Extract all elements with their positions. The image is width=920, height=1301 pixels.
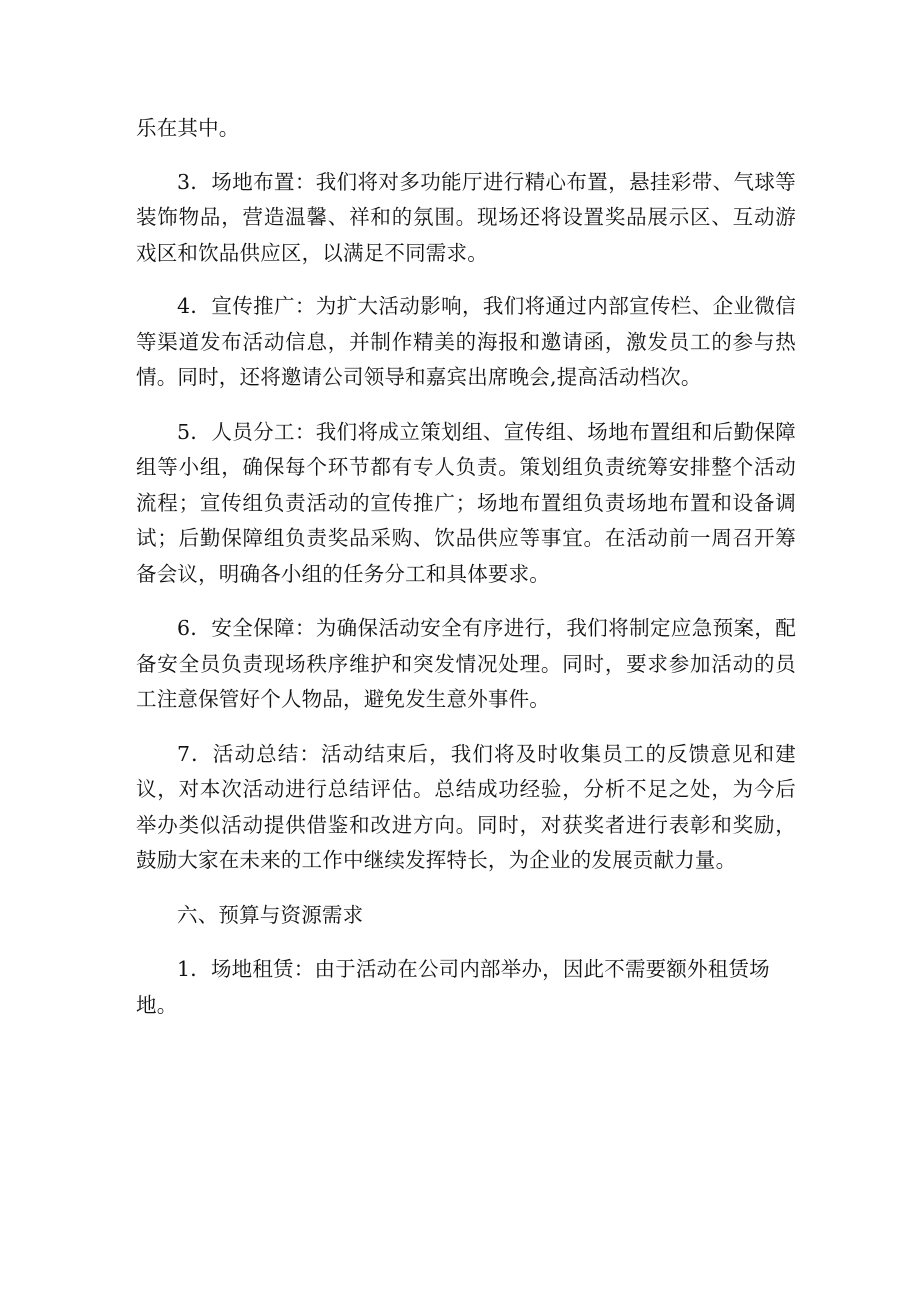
continuation-paragraph: 乐在其中。	[136, 116, 240, 140]
item-4-paragraph: 4．宣传推广：为扩大活动影响，我们将通过内部宣传栏、企业微信等渠道发布活动信息，并制作精美的海报和邀请函，激发员工的参与热情。同时，还将邀请公司领导和嘉宾出席晚会,提高活动档次。	[136, 294, 796, 389]
item-6-paragraph: 6．安全保障：为确保活动安全有序进行，我们将制定应急预案，配备安全员负责现场秩序维护和突发情况处理。同时，要求参加活动的员工注意保管好个人物品，避免发生意外事件。	[136, 616, 796, 711]
document-body	[136, 111, 796, 1023]
budget-item-1-paragraph: 1．场地租赁：由于活动在公司内部举办，因此不需要额外租赁场地。	[136, 957, 770, 1017]
section-heading-budget: 六、预算与资源需求	[177, 902, 364, 927]
item-3-paragraph: 3．场地布置：我们将对多功能厅进行精心布置，悬挂彩带、气球等装饰物品，营造温馨、祥和的氛围。现场还将设置奖品展示区、互动游戏区和饮品供应区，以满足不同需求。	[136, 169, 796, 265]
item-7-paragraph: 7．活动总结：活动结束后，我们将及时收集员工的反馈意见和建议，对本次活动进行总结评估。总结成功经验，分析不足之处，为今后举办类似活动提供借鉴和改进方向。同时，对获奖者进行表彰和奖励，鼓励大家在未来的工作中继续发挥特长，为企业的发展贡献力量。	[136, 741, 796, 872]
item-5-paragraph: 5．人员分工：我们将成立策划组、宣传组、场地布置组和后勤保障组等小组，确保每个环节都有专人负责。策划组负责统筹安排整个活动流程；宣传组负责活动的宣传推广；场地布置组负责场地布置和设备调试；后勤保障组负责奖品采购、饮品供应等事宜。在活动前一周召开筹备会议，明确各小组的任务分工和具体要求。	[136, 419, 796, 586]
